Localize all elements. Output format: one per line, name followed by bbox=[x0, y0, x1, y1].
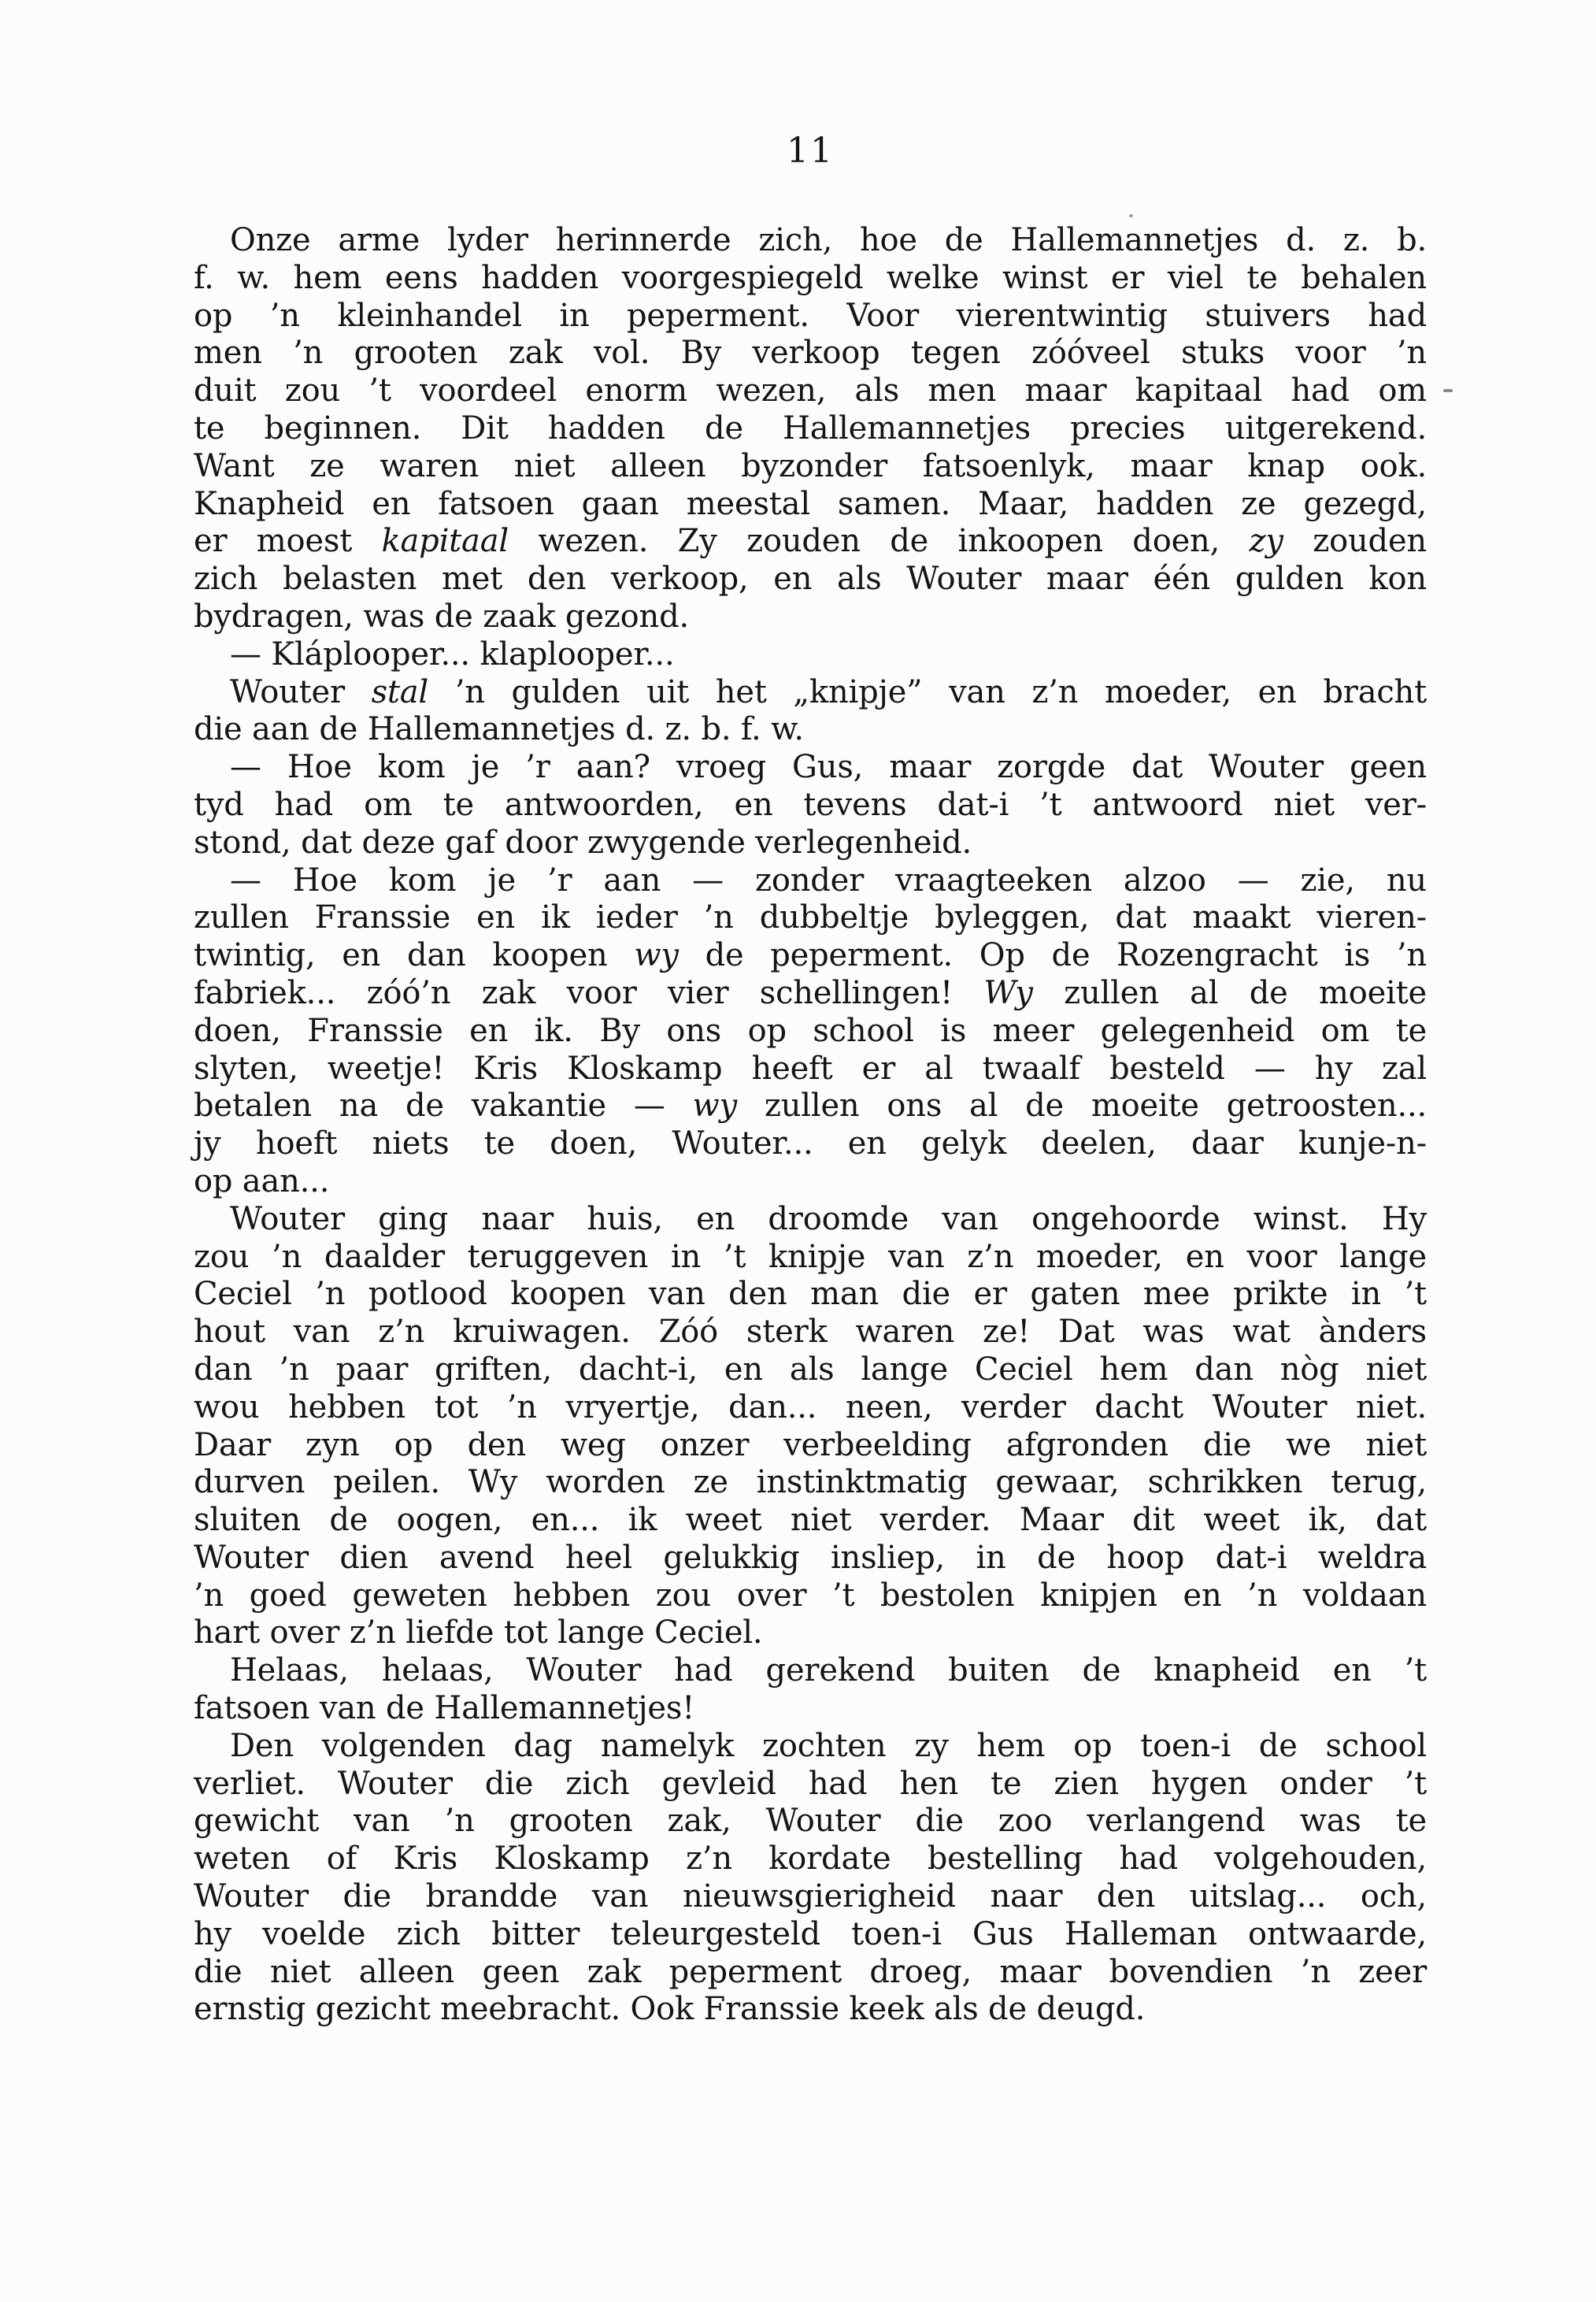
text-line: Wouter die brandde van nieuwsgierigheid naar den uitslag... och, bbox=[194, 1878, 1427, 1915]
text-line: men ’n grooten zak vol. By verkoop tegen zóóveel stuks voor ’n bbox=[194, 335, 1427, 372]
text-line: te beginnen. Dit hadden de Hallemannetjes precies uitgerekend. bbox=[194, 410, 1427, 447]
text-line: durven peilen. Wy worden ze instinktmatig gewaar, schrikken terug, bbox=[194, 1464, 1427, 1501]
text-line: — Kláplooper... klaplooper... bbox=[230, 636, 675, 673]
text-line: Helaas, helaas, Wouter had gerekend buiten de knapheid en ’t bbox=[230, 1652, 1427, 1689]
text-line: Knapheid en fatsoen gaan meestal samen. Maar, hadden ze gezegd, bbox=[194, 485, 1427, 522]
emphasized-word: kapitaal bbox=[381, 523, 509, 560]
text-line: gewicht van ’n grooten zak, Wouter die zoo verlangend was te bbox=[194, 1803, 1427, 1840]
text-line: hart over z’n liefde tot lange Ceciel. bbox=[194, 1614, 763, 1651]
paragraph bbox=[194, 636, 1427, 674]
paragraph bbox=[194, 1728, 1427, 2029]
text-line: ernstig gezicht meebracht. Ook Franssie keek als de deugd. bbox=[194, 1991, 1146, 2028]
scan-speck bbox=[1129, 214, 1133, 217]
text-line: Want ze waren niet alleen byzonder fatsoenlyk, maar knap ook. bbox=[194, 447, 1427, 484]
text-line: wou hebben tot ’n vryertje, dan... neen, verder dacht Wouter niet. bbox=[194, 1388, 1427, 1425]
text-line: zullen Franssie en ik ieder ’n dubbeltje byleggen, dat maakt vieren- bbox=[194, 899, 1427, 936]
text-line: jy hoeft niets te doen, Wouter... en gelyk deelen, daar kunje-n- bbox=[194, 1125, 1427, 1162]
text-line: Wouter dien avend heel gelukkig insliep, in de hoop dat-i weldra bbox=[194, 1539, 1427, 1576]
emphasized-word: stal bbox=[371, 673, 429, 710]
text-line: slyten, weetje! Kris Kloskamp heeft er al twaalf besteld — hy zal bbox=[194, 1050, 1427, 1087]
text-line: — Hoe kom je ’r aan — zonder vraagteeken alzoo — zie, nu bbox=[230, 862, 1427, 899]
text-line: op ’n kleinhandel in peperment. Voor vierentwintig stuivers had bbox=[194, 297, 1427, 334]
emphasized-word: Wy bbox=[983, 974, 1033, 1011]
text-line: betalen na de vakantie — wy zullen ons al de moeite getroosten... bbox=[194, 1088, 1427, 1125]
paragraph bbox=[194, 749, 1427, 862]
text-line: Daar zyn op den weg onzer verbeelding afgronden die we niet bbox=[194, 1426, 1427, 1463]
text-line: Wouter ging naar huis, en droomde van ongehoorde winst. Hy bbox=[230, 1200, 1427, 1237]
text-line: Ceciel ’n potlood koopen van den man die er gaten mee prikte in ’t bbox=[194, 1276, 1427, 1313]
page-text bbox=[194, 222, 1427, 2029]
text-line: dan ’n paar griften, dacht-i, en als lange Ceciel hem dan nòg niet bbox=[194, 1351, 1427, 1388]
text-line: weten of Kris Kloskamp z’n kordate bestelling had volgehouden, bbox=[194, 1840, 1427, 1878]
text-line: fabriek... zóó’n zak voor vier schellingen! Wy zullen al de moeite bbox=[194, 974, 1427, 1011]
text-line: Den volgenden dag namelyk zochten zy hem op toen-i de school bbox=[230, 1727, 1427, 1764]
text-line: doen, Franssie en ik. By ons op school is meer gelegenheid om te bbox=[194, 1012, 1427, 1049]
text-line: tyd had om te antwoorden, en tevens dat-i ’t antwoord niet ver- bbox=[194, 786, 1427, 823]
emphasized-word: wy bbox=[692, 1088, 737, 1125]
text-line: Wouter stal ’n gulden uit het „knipje” van z’n moeder, en bracht bbox=[230, 673, 1427, 710]
paragraph bbox=[194, 1652, 1427, 1728]
text-line: hout van z’n kruiwagen. Zóó sterk waren ze! Dat was wat ànders bbox=[194, 1314, 1427, 1351]
emphasized-word: zy bbox=[1249, 523, 1283, 560]
text-line: sluiten de oogen, en... ik weet niet verder. Maar dit weet ik, dat bbox=[194, 1502, 1427, 1539]
paragraph bbox=[194, 222, 1427, 636]
paragraph bbox=[194, 862, 1427, 1201]
paragraph bbox=[194, 1201, 1427, 1653]
text-line: fatsoen van de Hallemannetjes! bbox=[194, 1690, 695, 1727]
text-line: die niet alleen geen zak peperment droeg, maar bovendien ’n zeer bbox=[194, 1953, 1427, 1990]
page-number: 11 bbox=[787, 131, 834, 171]
text-line: twintig, en dan koopen wy de peperment. Op de Rozengracht is ’n bbox=[194, 937, 1427, 974]
emphasized-word: wy bbox=[634, 937, 679, 974]
text-line: duit zou ’t voordeel enorm wezen, als men maar kapitaal had om bbox=[194, 373, 1427, 410]
text-line: zou ’n daalder teruggeven in ’t knipje van z’n moeder, en voor lange bbox=[194, 1238, 1427, 1275]
text-line: stond, dat deze gaf door zwygende verlegenheid. bbox=[194, 824, 972, 861]
text-line: op aan... bbox=[194, 1162, 330, 1199]
text-line: f. w. hem eens hadden voorgespiegeld welke winst er viel te behalen bbox=[194, 259, 1427, 296]
text-line: — Hoe kom je ’r aan? vroeg Gus, maar zorgde dat Wouter geen bbox=[230, 749, 1427, 786]
paragraph bbox=[194, 674, 1427, 750]
text-line: ’n goed geweten hebben zou over ’t bestolen knipjen en ’n voldaan bbox=[194, 1577, 1427, 1614]
text-line: verliet. Wouter die zich gevleid had hen te zien hygen onder ’t bbox=[194, 1765, 1427, 1802]
text-line: zich belasten met den verkoop, en als Wouter maar één gulden kon bbox=[194, 561, 1427, 598]
text-line: hy voelde zich bitter teleurgesteld toen-i Gus Halleman ontwaarde, bbox=[194, 1915, 1427, 1952]
text-line: die aan de Hallemannetjes d. z. b. f. w. bbox=[194, 711, 804, 748]
text-line: bydragen, was de zaak gezond. bbox=[194, 598, 690, 635]
text-line: Onze arme lyder herinnerde zich, hoe de Hallemannetjes d. z. b. bbox=[230, 222, 1427, 258]
scan-speck bbox=[1443, 389, 1453, 392]
text-line: er moest kapitaal wezen. Zy zouden de inkoopen doen, zy zouden bbox=[194, 523, 1427, 560]
